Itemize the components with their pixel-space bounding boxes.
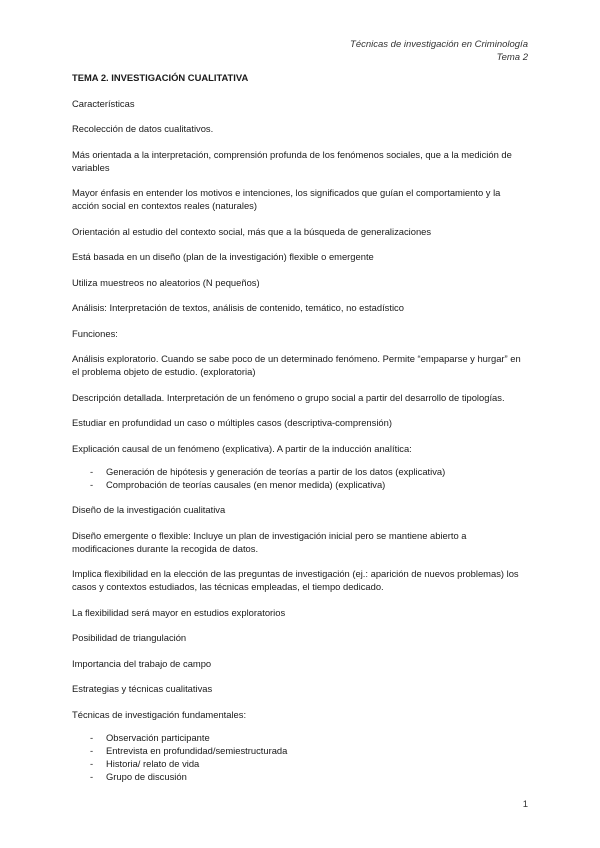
list-item: - Historia/ relato de vida — [90, 757, 530, 770]
tecnicas-list — [72, 731, 530, 783]
list-item: - Generación de hipótesis y generación de teorías a partir de los datos (explicativa) — [90, 465, 530, 478]
list-item: - Comprobación de teorías causales (en menor medida) (explicativa) — [90, 478, 530, 491]
paragraph: Importancia del trabajo de campo — [72, 657, 212, 669]
section-heading-estrategias: Estrategias y técnicas cualitativas — [72, 683, 213, 694]
paragraph: Diseño emergente o flexible: Incluye un plan de investigación inicial pero se mantiene abierto a modificaciones durante la recogida de datos. — [72, 529, 467, 554]
paragraph: Está basada en un diseño (plan de la investigación) flexible o emergente — [72, 251, 374, 262]
section-heading-caracteristicas: Características — [72, 97, 135, 109]
page-number: 1 — [522, 799, 528, 810]
list-item: - Entrevista en profundidad/semiestructurada — [90, 744, 530, 757]
paragraph: Más orientada a la interpretación, comprensión profunda de los fenómenos sociales, que a la medición de variables — [72, 148, 512, 173]
section-heading-funciones: Funciones: — [72, 327, 118, 339]
paragraph: Descripción detallada. Interpretación de un fenómeno o grupo social a partir del desarrollo de tipologías. — [72, 391, 505, 403]
paragraph: Análisis: Interpretación de textos, análisis de contenido, temático, no estadístico — [72, 302, 404, 313]
paragraph: Estudiar en profundidad un caso o múltiples casos (descriptiva-comprensión) — [72, 417, 392, 428]
paragraph: Orientación al estudio del contexto social, más que a la búsqueda de generalizaciones — [72, 225, 432, 237]
paragraph: Análisis exploratorio. Cuando se sabe poco de un determinado fenómeno. Permite “empaparse y hurgar” en el problema objeto de estudio. (exploratoria) — [72, 353, 521, 377]
header-topic: Tema 2 — [496, 52, 528, 63]
list-item: - Observación participante — [90, 731, 530, 744]
section-heading-diseno: Diseño de la investigación cualitativa — [72, 504, 226, 515]
paragraph: Explicación causal de un fenómeno (explicativa). A partir de la inducción analítica: — [72, 442, 412, 454]
document-body — [72, 71, 530, 795]
document-title: TEMA 2. INVESTIGACIÓN CUALITATIVA — [72, 72, 249, 83]
paragraph: La flexibilidad será mayor en estudios exploratorios — [72, 606, 286, 618]
paragraph: Recolección de datos cualitativos. — [72, 123, 214, 134]
paragraph: Posibilidad de triangulación — [72, 632, 187, 643]
paragraph: Técnicas de investigación fundamentales: — [72, 708, 247, 720]
paragraph: Implica flexibilidad en la elección de las preguntas de investigación (ej.: aparición de nuevos problemas) los casos y contextos estudiados, las técnicas empleadas, el tiempo dedicado. — [72, 568, 519, 592]
header-course-title: Técnicas de investigación en Criminología — [350, 39, 528, 50]
list-item: - Grupo de discusión — [90, 770, 530, 783]
explicativa-list — [72, 465, 530, 491]
paragraph: Utiliza muestreos no aleatorios (N pequeños) — [72, 276, 260, 288]
page-header — [350, 38, 528, 64]
paragraph: Mayor énfasis en entender los motivos e intenciones, los significados que guían el comportamiento y la acción social en contextos reales (naturales) — [72, 187, 501, 211]
